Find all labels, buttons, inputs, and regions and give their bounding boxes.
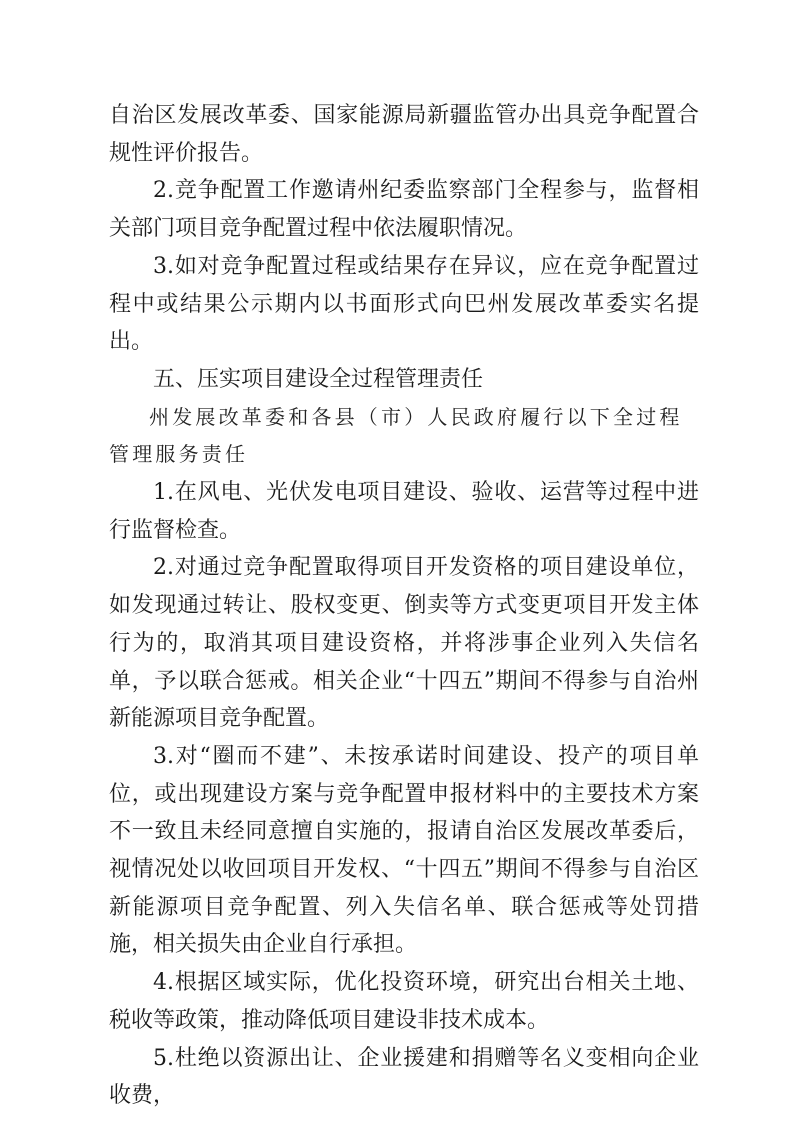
paragraph-item-2: 2.竞争配置工作邀请州纪委监察部门全程参与，监督相关部门项目竞争配置过程中依法履职情况。 (109, 178, 699, 242)
paragraph-item-5: 5.杜绝以资源出让、企业援建和捐赠等名义变相向企业收费， (109, 1045, 699, 1109)
section-intro: 州发展改革委和各县（市）人民政府履行以下全过程管理服务责任 (109, 404, 683, 467)
paragraph-item-3b: 3.对“圈而不建”、未按承诺时间建设、投产的项目单位，或出现建设方案与竞争配置申报材料中的主要技术方案不一致且未经同意擅自实施的，报请自治区发展改革委后，视情况处以收回项目开发权、“十四五”期间不得参与自治区新能源项目竞争配置、列入失信名单、联合惩戒等处罚措施，相关损失由企业自行承担。 (109, 743, 699, 958)
paragraph-item-2b: 2.对通过竞争配置取得项目开发资格的项目建设单位，如发现通过转让、股权变更、倒卖等方式变更项目开发主体行为的，取消其项目建设资格，并将涉事企业列入失信名单，予以联合惩戒。相关企业“十四五”期间不得参与自治州新能源项目竞争配置。 (109, 555, 699, 732)
paragraph-item-1: 1.在风电、光伏发电项目建设、验收、运营等过程中进行监督检查。 (109, 480, 699, 543)
document-body (109, 97, 699, 1115)
paragraph-continuation: 自治区发展改革委、国家能源局新疆监管办出具竞争配置合规性评价报告。 (109, 103, 699, 166)
paragraph-item-3: 3.如对竞争配置过程或结果存在异议，应在竞争配置过程中或结果公示期内以书面形式向巴州发展改革委实名提出。 (109, 253, 699, 355)
section-heading: 五、压实项目建设全过程管理责任 (153, 366, 484, 392)
paragraph-item-4: 4.根据区域实际，优化投资环境，研究出台相关土地、税收等政策，推动降低项目建设非技术成本。 (109, 970, 699, 1033)
